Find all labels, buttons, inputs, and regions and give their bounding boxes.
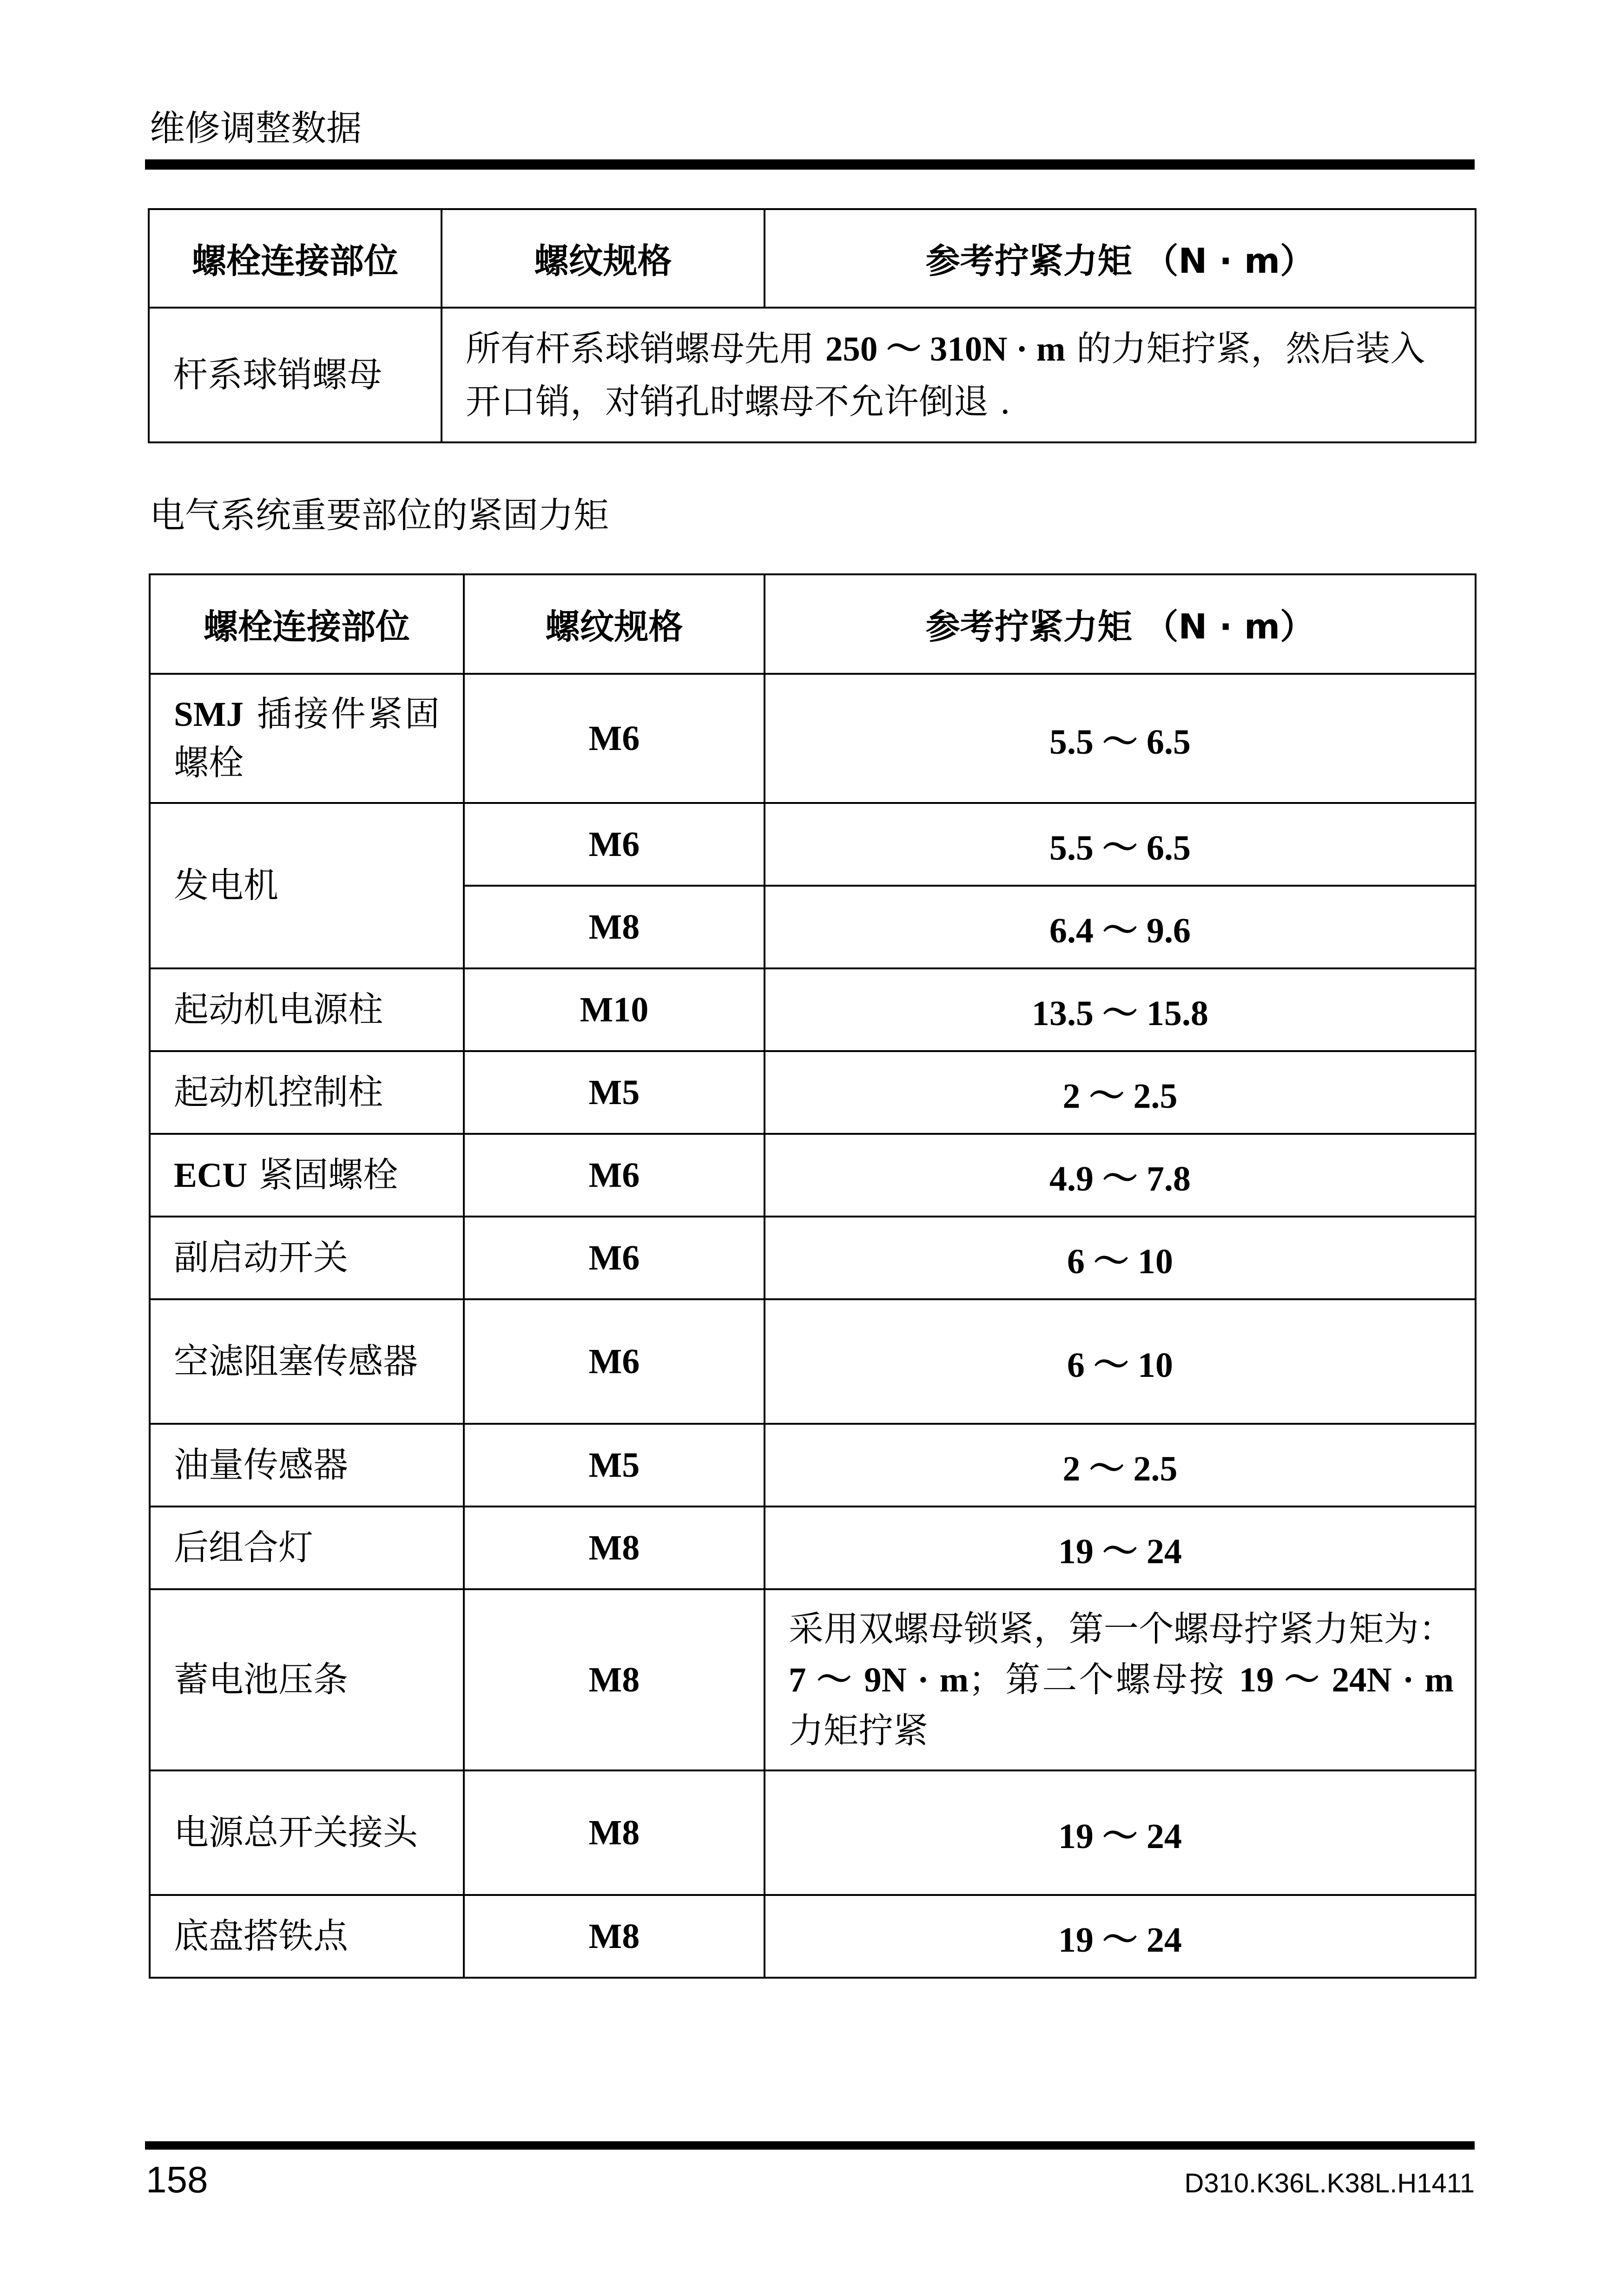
torque-note-value1: 7 ～ 9N · m bbox=[789, 1660, 969, 1699]
table-row bbox=[150, 1895, 1476, 1978]
table-row bbox=[150, 1770, 1476, 1895]
row-location: 起动机控制柱 bbox=[150, 1051, 464, 1134]
table-row bbox=[150, 1424, 1476, 1507]
row-torque: 6 ～ 10 bbox=[765, 1217, 1476, 1299]
torque-note-part2: ；第二个螺母按 bbox=[969, 1658, 1226, 1700]
row-torque bbox=[765, 1589, 1476, 1770]
row-location: 起动机电源柱 bbox=[150, 968, 464, 1051]
row-location: 后组合灯 bbox=[150, 1507, 464, 1589]
row-torque: 6 ～ 10 bbox=[765, 1299, 1476, 1424]
column-header-torque: 参考拧紧力矩 （N · m） bbox=[765, 209, 1476, 308]
table-row bbox=[149, 308, 1476, 442]
row-torque: 5.5 ～ 6.5 bbox=[765, 674, 1476, 803]
location-text: 插接件紧固螺栓 bbox=[174, 693, 440, 783]
footer-rule bbox=[145, 2141, 1475, 2150]
table-row bbox=[150, 674, 1476, 803]
row-torque: 19 ～ 24 bbox=[765, 1770, 1476, 1895]
row-spec: M8 bbox=[464, 1589, 765, 1770]
table-row bbox=[150, 1589, 1476, 1770]
row-spec: M8 bbox=[464, 1770, 765, 1895]
row-spec: M5 bbox=[464, 1051, 765, 1134]
row-spec: M5 bbox=[464, 1424, 765, 1507]
table-row bbox=[150, 1134, 1476, 1217]
column-header-location: 螺栓连接部位 bbox=[149, 209, 442, 308]
location-latin: SMJ bbox=[174, 695, 244, 734]
row-torque: 13.5 ～ 15.8 bbox=[765, 968, 1476, 1051]
table-row bbox=[150, 803, 1476, 886]
row-note bbox=[442, 308, 1476, 442]
column-header-location: 螺栓连接部位 bbox=[150, 574, 464, 674]
row-spec: M6 bbox=[464, 1217, 765, 1299]
row-spec: M6 bbox=[464, 803, 765, 886]
torque-note-value2: 19 ～ 24N · m bbox=[1239, 1660, 1454, 1699]
section-title: 电气系统重要部位的紧固力矩 bbox=[150, 494, 609, 536]
row-spec: M8 bbox=[464, 1507, 765, 1589]
row-location: 副启动开关 bbox=[150, 1217, 464, 1299]
location-latin: ECU bbox=[174, 1156, 248, 1195]
row-torque: 19 ～ 24 bbox=[765, 1895, 1476, 1978]
row-spec: M6 bbox=[464, 1134, 765, 1217]
row-torque: 6.4 ～ 9.6 bbox=[765, 886, 1476, 968]
table-row bbox=[150, 1507, 1476, 1589]
page-header-title: 维修调整数据 bbox=[150, 107, 362, 149]
table-header-row bbox=[149, 209, 1476, 308]
row-location: 油量传感器 bbox=[150, 1424, 464, 1507]
electrical-torque-table bbox=[149, 573, 1477, 1979]
table-row bbox=[150, 1217, 1476, 1299]
table-row bbox=[150, 1299, 1476, 1424]
row-torque: 2 ～ 2.5 bbox=[765, 1424, 1476, 1507]
row-location: 发电机 bbox=[150, 803, 464, 968]
note-suffix: 的力矩拧紧，然后装入开口销，对销孔时螺母不允许倒退 . bbox=[466, 328, 1425, 422]
row-torque: 19 ～ 24 bbox=[765, 1507, 1476, 1589]
row-spec: M10 bbox=[464, 968, 765, 1051]
row-torque: 4.9 ～ 7.8 bbox=[765, 1134, 1476, 1217]
row-location bbox=[150, 674, 464, 803]
torque-note-part1: 采用双螺母锁紧，第一个螺母拧紧力矩为： bbox=[789, 1608, 1454, 1649]
row-location: 电源总开关接头 bbox=[150, 1770, 464, 1895]
column-header-spec: 螺纹规格 bbox=[442, 209, 765, 308]
row-location: 底盘搭铁点 bbox=[150, 1895, 464, 1978]
page-number: 158 bbox=[146, 2159, 208, 2200]
table-header-row bbox=[150, 574, 1476, 674]
table-row bbox=[150, 968, 1476, 1051]
column-header-torque: 参考拧紧力矩 （N · m） bbox=[765, 574, 1476, 674]
row-location: 蓄电池压条 bbox=[150, 1589, 464, 1770]
row-spec: M8 bbox=[464, 1895, 765, 1978]
note-prefix: 所有杆系球销螺母先用 bbox=[466, 328, 815, 369]
bolt-torque-table bbox=[148, 208, 1477, 443]
row-torque: 2 ～ 2.5 bbox=[765, 1051, 1476, 1134]
row-spec: M6 bbox=[464, 1299, 765, 1424]
row-location bbox=[150, 1134, 464, 1217]
note-torque-value: 250 ～ 310N · m bbox=[825, 329, 1066, 368]
row-torque: 5.5 ～ 6.5 bbox=[765, 803, 1476, 886]
table-row bbox=[150, 1051, 1476, 1134]
row-spec: M6 bbox=[464, 674, 765, 803]
header-rule bbox=[145, 159, 1475, 170]
column-header-spec: 螺纹规格 bbox=[464, 574, 765, 674]
torque-note-part3: 力矩拧紧 bbox=[789, 1710, 929, 1751]
row-location: 空滤阻塞传感器 bbox=[150, 1299, 464, 1424]
location-text: 紧固螺栓 bbox=[258, 1154, 398, 1195]
document-code: D310.K36L.K38L.H1411 bbox=[1184, 2168, 1475, 2198]
row-location: 杆系球销螺母 bbox=[149, 308, 442, 442]
row-spec: M8 bbox=[464, 886, 765, 968]
